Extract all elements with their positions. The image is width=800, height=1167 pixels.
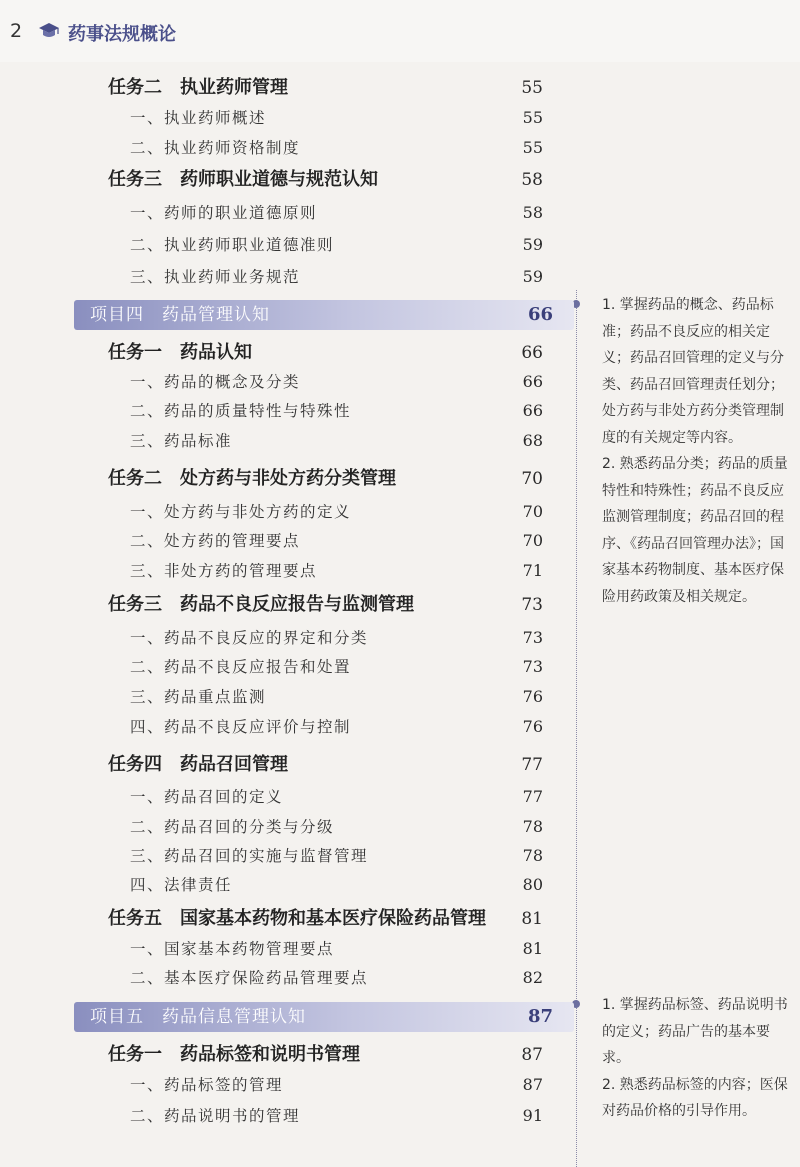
toc-entry-title: 任务四 药品召回管理	[108, 754, 288, 775]
toc-section-entry[interactable]	[0, 103, 580, 133]
toc-page-number: 70	[521, 469, 543, 489]
toc-section-entry[interactable]	[0, 841, 580, 871]
toc-page-number: 77	[521, 755, 543, 775]
toc-entry-title: 一、药品的概念及分类	[130, 373, 301, 391]
toc-section-entry[interactable]	[0, 367, 580, 397]
graduation-cap-icon	[38, 22, 60, 40]
toc-entry-title: 项目四 药品管理认知	[90, 305, 270, 325]
toc-page-number: 55	[522, 138, 543, 157]
toc-entry-title: 二、药品召回的分类与分级	[130, 818, 335, 836]
learning-goals-project5	[598, 992, 788, 1125]
toc-entry-title: 三、药品标准	[130, 432, 233, 450]
toc-section-entry[interactable]	[0, 526, 580, 556]
toc-page-number: 59	[522, 235, 543, 254]
toc-page-number: 91	[522, 1106, 543, 1125]
toc-section-entry[interactable]	[0, 682, 580, 712]
toc-section-entry[interactable]	[0, 812, 580, 842]
toc-section-entry[interactable]	[0, 556, 580, 586]
toc-task-entry[interactable]	[0, 338, 580, 368]
learning-goal: 1. 掌握药品标签、药品说明书的定义；药品广告的基本要求。	[602, 997, 788, 1066]
toc-section-entry[interactable]	[0, 262, 580, 292]
toc-entry-title: 四、药品不良反应评价与控制	[130, 718, 352, 736]
learning-goals-project4	[598, 292, 788, 610]
toc-entry-title: 二、处方药的管理要点	[130, 532, 301, 550]
toc-task-entry[interactable]	[0, 750, 580, 780]
learning-goal: 2. 熟悉药品标签的内容；医保对药品价格的引导作用。	[602, 1076, 788, 1119]
toc-task-entry[interactable]	[0, 464, 580, 494]
toc-entry-title: 一、处方药与非处方药的定义	[130, 503, 352, 521]
learning-goal: 1. 掌握药品的概念、药品标准；药品不良反应的相关定义；药品召回管理的定义与分类、药品召回管理责任划分；处方药与非处方药分类管理制度的有关规定等内容。	[602, 297, 784, 446]
toc-page-number: 81	[521, 909, 543, 929]
toc-section-entry[interactable]	[0, 230, 580, 260]
toc-page-number: 55	[522, 108, 543, 127]
toc-page-number: 87	[527, 1006, 553, 1027]
toc-entry-title: 任务五 国家基本药物和基本医疗保险药品管理	[108, 908, 486, 929]
toc-page-number: 59	[522, 267, 543, 286]
toc-entry-title: 任务一 药品标签和说明书管理	[108, 1044, 360, 1065]
toc-task-entry[interactable]	[0, 904, 580, 934]
page-number: 2	[10, 20, 23, 42]
toc-page-number: 87	[521, 1045, 543, 1065]
page-header	[0, 0, 800, 62]
toc-entry-title: 二、药品不良反应报告和处置	[130, 658, 352, 676]
toc-task-entry[interactable]	[0, 165, 580, 195]
toc-page-number: 76	[522, 687, 543, 706]
toc-entry-title: 一、国家基本药物管理要点	[130, 940, 335, 958]
toc-entry-title: 任务一 药品认知	[108, 342, 252, 363]
toc-entry-title: 三、药品重点监测	[130, 688, 267, 706]
toc-page-number: 73	[522, 657, 543, 676]
toc-page-number: 70	[522, 502, 543, 521]
toc-entry-title: 二、执业药师职业道德准则	[130, 236, 335, 254]
learning-goal: 2. 熟悉药品分类；药品的质量特性和特殊性；药品不良反应监测管理制度；药品召回的程序、《药品召回管理办法》；国家基本药物制度、基本医疗保险用药政策及相关规定。	[602, 456, 788, 605]
toc-entry-title: 任务三 药品不良反应报告与监测管理	[108, 594, 414, 615]
toc-entry-title: 任务三 药师职业道德与规范认知	[108, 169, 378, 190]
toc-section-entry[interactable]	[0, 497, 580, 527]
toc-page-number: 55	[521, 78, 543, 98]
toc-page-number: 87	[522, 1075, 543, 1094]
toc-entry-title: 任务二 处方药与非处方药分类管理	[108, 468, 396, 489]
toc-page-number: 73	[522, 628, 543, 647]
toc-section-entry[interactable]	[0, 1070, 580, 1100]
toc-page-number: 66	[522, 401, 543, 420]
toc-entry-title: 三、执业药师业务规范	[130, 268, 301, 286]
toc-page-number: 80	[522, 875, 543, 894]
toc-section-entry[interactable]	[0, 1101, 580, 1131]
toc-entry-title: 二、执业药师资格制度	[130, 139, 301, 157]
toc-entry-title: 二、基本医疗保险药品管理要点	[130, 969, 369, 987]
toc-entry-title: 一、药品不良反应的界定和分类	[130, 629, 369, 647]
toc-section-entry[interactable]	[0, 198, 580, 228]
toc-page-number: 78	[522, 846, 543, 865]
toc-page-number: 70	[522, 531, 543, 550]
toc-section-entry[interactable]	[0, 652, 580, 682]
toc-page-number: 82	[522, 968, 543, 987]
toc-section-entry[interactable]	[0, 870, 580, 900]
toc-page-number: 77	[522, 787, 543, 806]
toc-entry-title: 任务二 执业药师管理	[108, 77, 288, 98]
toc-page-number: 71	[522, 561, 543, 580]
toc-task-entry[interactable]	[0, 1040, 580, 1070]
book-title: 药事法规概论	[68, 24, 176, 45]
toc-section-entry[interactable]	[0, 934, 580, 964]
toc-project-entry[interactable]	[0, 1002, 580, 1032]
toc-section-entry[interactable]	[0, 133, 580, 163]
toc-section-entry[interactable]	[0, 396, 580, 426]
toc-page-number: 58	[521, 170, 543, 190]
toc-project-entry[interactable]	[0, 300, 580, 330]
toc-entry-title: 一、药师的职业道德原则	[130, 204, 318, 222]
toc-page-number: 81	[522, 939, 543, 958]
toc-entry-title: 一、药品标签的管理	[130, 1076, 284, 1094]
toc-page-number: 78	[522, 817, 543, 836]
toc-section-entry[interactable]	[0, 623, 580, 653]
toc-entry-title: 二、药品说明书的管理	[130, 1107, 301, 1125]
toc-section-entry[interactable]	[0, 426, 580, 456]
toc-page-number: 66	[527, 304, 553, 325]
toc-page-number: 58	[522, 203, 543, 222]
toc-page-number: 66	[521, 343, 543, 363]
toc-section-entry[interactable]	[0, 963, 580, 993]
toc-entry-title: 一、药品召回的定义	[130, 788, 284, 806]
toc-page-number: 76	[522, 717, 543, 736]
toc-entry-title: 三、药品召回的实施与监督管理	[130, 847, 369, 865]
toc-entry-title: 一、执业药师概述	[130, 109, 267, 127]
toc-page-number: 66	[522, 372, 543, 391]
toc-entry-title: 项目五 药品信息管理认知	[90, 1007, 306, 1027]
toc-page-number: 73	[521, 595, 543, 615]
toc-entry-title: 三、非处方药的管理要点	[130, 562, 318, 580]
toc-page-number: 68	[522, 431, 543, 450]
toc-task-entry[interactable]	[0, 590, 580, 620]
toc-entry-title: 二、药品的质量特性与特殊性	[130, 402, 352, 420]
toc-entry-title: 四、法律责任	[130, 876, 233, 894]
toc-task-entry[interactable]	[0, 73, 580, 103]
toc-section-entry[interactable]	[0, 712, 580, 742]
toc-section-entry[interactable]	[0, 782, 580, 812]
